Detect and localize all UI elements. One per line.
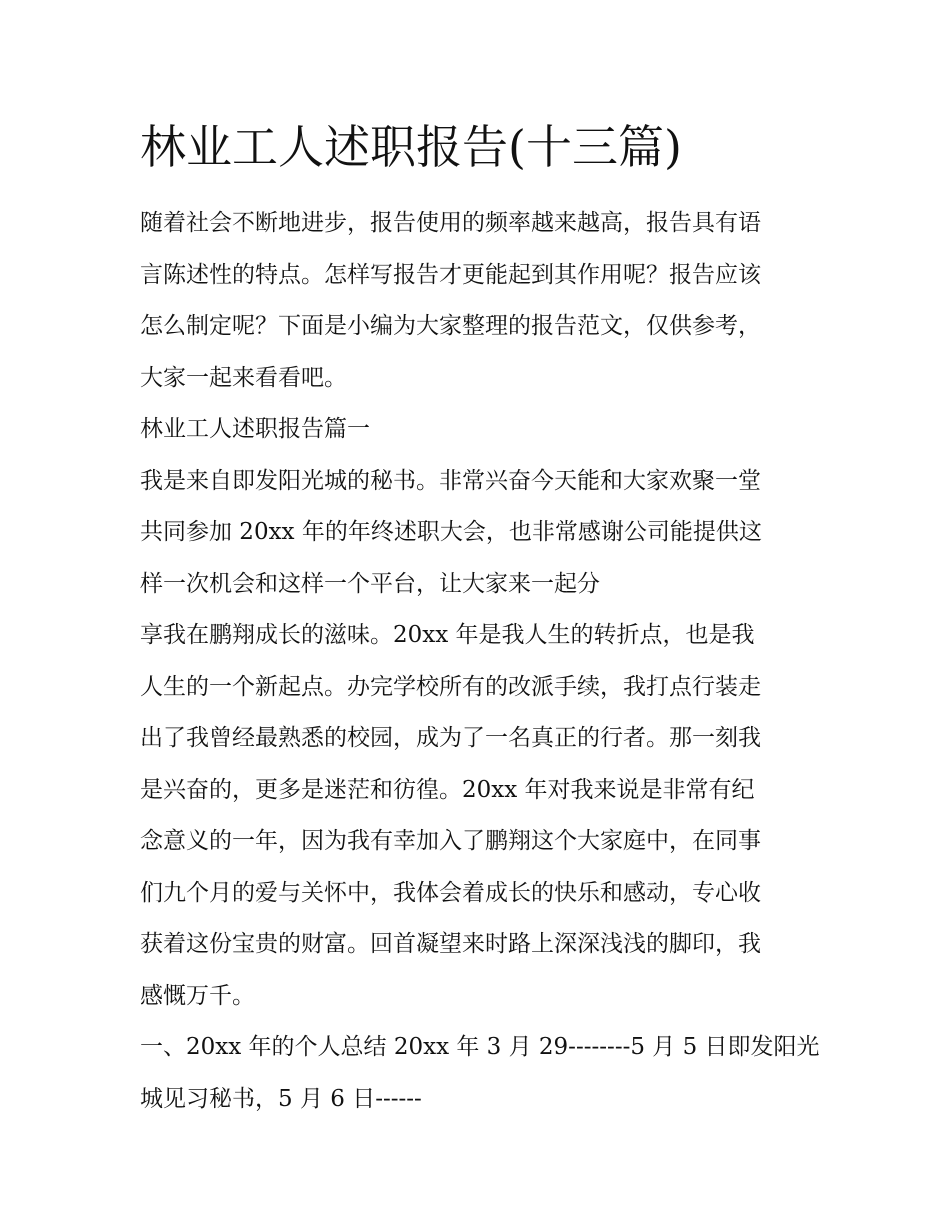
body-line: 人生的一个新起点。办完学校所有的改派手续，我打点行装走 <box>140 673 761 700</box>
body-line: 城见习秘书，5 月 6 日------ <box>140 1085 422 1112</box>
document-page <box>140 112 820 1125</box>
body-line: 享我在鹏翔成长的滋味。20xx 年是我人生的转折点，也是我 <box>140 622 755 648</box>
body-line: 是兴奋的，更多是迷茫和彷徨。20xx 年对我来说是非常有纪 <box>140 776 755 803</box>
body-line: 共同参加 20xx 年的年终述职大会，也非常感谢公司能提供这 <box>140 519 762 545</box>
body-line: 样一次机会和这样一个平台，让大家来一起分 <box>140 570 600 597</box>
body-line: 随着社会不断地进步，报告使用的频率越来越高，报告具有语 <box>140 210 761 236</box>
body-line: 怎么制定呢？下面是小编为大家整理的报告范文，仅供参考， <box>140 313 761 339</box>
body-line: 我是来自即发阳光城的秘书。非常兴奋今天能和大家欢聚一堂 <box>140 467 761 494</box>
body-line: 念意义的一年，因为我有幸加入了鹏翔这个大家庭中，在同事 <box>140 828 761 854</box>
document-body <box>140 198 820 1125</box>
body-line: 大家一起来看看吧。 <box>140 364 347 391</box>
body-line: 言陈述性的特点。怎样写报告才更能起到其作用呢？报告应该 <box>140 261 761 288</box>
body-line: 一、20xx 年的个人总结 20xx 年 3 月 29--------5 月 5 日即发阳光 <box>140 1034 820 1060</box>
body-line: 获着这份宝贵的财富。回首凝望来时路上深深浅浅的脚印，我 <box>140 931 761 957</box>
section-heading: 林业工人述职报告篇一 <box>140 416 370 442</box>
body-line: 们九个月的爱与关怀中，我体会着成长的快乐和感动，专心收 <box>140 879 761 906</box>
body-line: 感慨万千。 <box>140 982 255 1009</box>
document-title: 林业工人述职报告(十三篇) <box>140 120 682 174</box>
body-line: 出了我曾经最熟悉的校园，成为了一名真正的行者。那一刻我 <box>140 725 761 751</box>
